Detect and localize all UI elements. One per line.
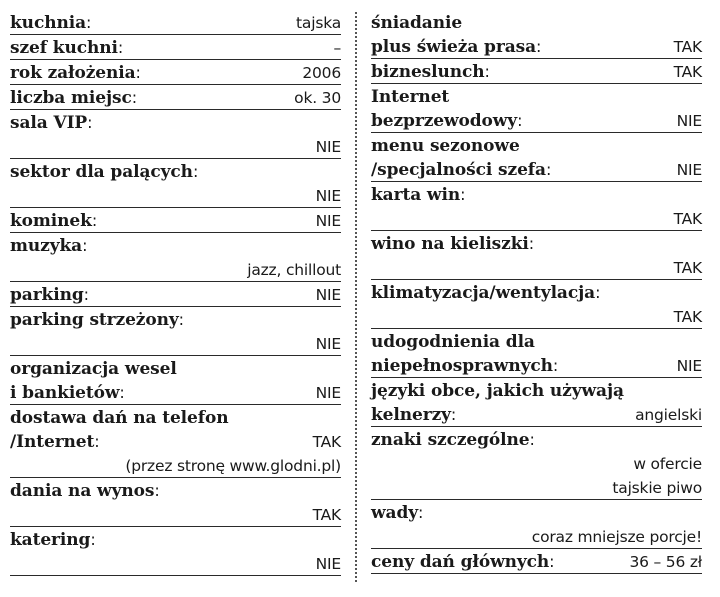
info-row-dostawa-dan-na-telefon <box>10 405 341 478</box>
label-colon: : <box>595 283 601 302</box>
info-line <box>10 10 341 34</box>
field-value: – <box>333 39 341 57</box>
info-line <box>371 402 702 426</box>
field-value: tajska <box>296 14 341 32</box>
field-label <box>371 233 534 255</box>
field-label-text: języki obce, jakich używają <box>371 381 624 401</box>
info-line <box>371 182 702 206</box>
field-label <box>10 235 87 257</box>
field-value: NIE <box>676 112 702 130</box>
field-label-text: i bankietów <box>10 383 120 403</box>
label-colon: : <box>549 552 555 571</box>
info-row-wady <box>371 500 702 549</box>
field-label <box>371 551 554 573</box>
info-line <box>10 331 341 355</box>
field-value: TAK <box>673 210 702 228</box>
field-value: NIE <box>315 187 341 205</box>
field-value: jazz, chillout <box>247 261 341 279</box>
field-label <box>371 61 490 83</box>
field-value: TAK <box>673 259 702 277</box>
label-colon: : <box>135 63 141 82</box>
info-line <box>10 551 341 575</box>
info-line <box>10 85 341 109</box>
info-line <box>10 233 341 257</box>
field-label-text: śniadanie <box>371 13 463 33</box>
info-line <box>10 35 341 59</box>
field-label-text: parking <box>10 285 84 305</box>
info-row-szef-kuchni <box>10 35 341 60</box>
field-value: (przez stronę www.glodni.pl) <box>125 457 341 475</box>
right-column <box>371 10 702 574</box>
info-line <box>371 108 702 132</box>
field-label <box>10 112 92 134</box>
info-line <box>10 356 341 380</box>
info-row-bizneslunch <box>371 59 702 84</box>
field-value: NIE <box>315 138 341 156</box>
field-label <box>10 87 137 109</box>
field-label-text: szef kuchni <box>10 38 118 58</box>
info-row-liczba-miejsc <box>10 85 341 110</box>
field-label-text: liczba miejsc <box>10 88 132 108</box>
field-value: TAK <box>312 506 341 524</box>
field-label <box>371 159 551 181</box>
field-value: NIE <box>315 384 341 402</box>
column-divider <box>355 12 357 582</box>
label-colon: : <box>450 405 457 424</box>
field-label <box>371 502 423 524</box>
field-label <box>371 36 541 58</box>
label-colon: : <box>178 310 184 329</box>
label-colon: : <box>91 211 98 230</box>
field-label <box>371 381 624 402</box>
field-label <box>371 87 449 108</box>
info-line <box>371 353 702 377</box>
field-label-text: dania na wynos <box>10 481 155 501</box>
label-colon: : <box>552 356 559 375</box>
info-line <box>10 257 341 281</box>
field-value: NIE <box>315 335 341 353</box>
field-value: TAK <box>312 433 341 451</box>
info-row-udogodnienia-dla <box>371 329 702 378</box>
info-line <box>371 500 702 524</box>
label-colon: : <box>119 383 125 402</box>
label-colon: : <box>536 37 542 56</box>
info-line <box>371 59 702 83</box>
field-label-text: parking strzeżony <box>10 310 179 330</box>
label-colon: : <box>528 234 535 253</box>
field-label-text: sala VIP <box>10 113 88 133</box>
info-line <box>371 206 702 230</box>
field-value: ok. 30 <box>294 89 341 107</box>
info-row-sniadanie <box>371 10 702 59</box>
info-line <box>10 208 341 232</box>
info-row-znaki-szczegolne <box>371 427 702 500</box>
field-value: 2006 <box>302 64 341 82</box>
info-row-jezyki-obce-jakich-uzywaja <box>371 378 702 427</box>
field-label <box>10 284 89 306</box>
field-label-text: wady <box>371 503 419 523</box>
info-line <box>10 307 341 331</box>
field-label <box>371 13 462 34</box>
info-line <box>10 183 341 207</box>
field-label-text: niepełnosprawnych <box>371 356 553 376</box>
field-label <box>10 12 91 34</box>
field-label-text: bezprzewodowy <box>371 111 518 131</box>
field-label <box>371 282 600 304</box>
field-label <box>10 62 141 84</box>
info-line <box>10 405 341 429</box>
info-row-sektor-dla-palacych <box>10 159 341 208</box>
field-label <box>10 408 228 429</box>
info-row-parking <box>10 282 341 307</box>
field-label <box>371 355 558 377</box>
field-value: NIE <box>315 212 341 230</box>
info-line <box>371 451 702 475</box>
label-colon: : <box>87 113 93 132</box>
field-label <box>10 210 97 232</box>
info-row-sala-vip <box>10 110 341 159</box>
info-line <box>371 10 702 34</box>
field-value: NIE <box>315 555 341 573</box>
info-line <box>371 329 702 353</box>
info-line <box>371 549 702 573</box>
field-value: coraz mniejsze porcje! <box>531 528 702 546</box>
field-label <box>10 359 177 380</box>
label-colon: : <box>82 236 88 255</box>
label-colon: : <box>529 430 535 449</box>
field-label <box>10 480 160 502</box>
field-value: tajskie piwo <box>612 479 702 497</box>
field-label-text: wino na kieliszki <box>371 234 529 254</box>
field-label <box>371 429 535 451</box>
field-value: TAK <box>673 38 702 56</box>
label-colon: : <box>90 530 96 549</box>
label-colon: : <box>94 432 100 451</box>
field-label-text: ceny dań głównych <box>371 552 550 572</box>
field-value: NIE <box>676 161 702 179</box>
label-colon: : <box>484 62 490 81</box>
field-label-text: Internet <box>371 87 450 107</box>
field-label-text: karta win <box>371 185 461 205</box>
field-label <box>10 309 184 331</box>
info-row-kuchnia <box>10 10 341 35</box>
field-label <box>10 382 125 404</box>
info-row-karta-win <box>371 182 702 231</box>
field-label-text: rok założenia <box>10 63 136 83</box>
info-line <box>371 84 702 108</box>
info-line <box>371 378 702 402</box>
info-line <box>371 231 702 255</box>
info-line <box>10 453 341 477</box>
field-label-text: bizneslunch <box>371 62 485 82</box>
field-label-text: organizacja wesel <box>10 359 177 379</box>
field-label-text: /Internet <box>10 432 95 452</box>
info-line <box>10 159 341 183</box>
field-label-text: menu sezonowe <box>371 136 520 156</box>
info-line <box>10 478 341 502</box>
field-label-text: kuchnia <box>10 13 86 33</box>
label-colon: : <box>117 38 124 57</box>
field-label <box>371 332 535 353</box>
info-line <box>10 60 341 84</box>
label-colon: : <box>418 503 424 522</box>
field-label <box>10 529 96 551</box>
field-label-text: katering <box>10 530 91 550</box>
label-colon: : <box>85 13 92 32</box>
info-line <box>371 475 702 499</box>
info-row-kominek <box>10 208 341 233</box>
info-row-muzyka <box>10 233 341 282</box>
field-label-text: sektor dla palących <box>10 162 193 182</box>
label-colon: : <box>545 160 552 179</box>
info-row-parking-strzezony <box>10 307 341 356</box>
info-row-katering <box>10 527 341 576</box>
info-line <box>371 524 702 548</box>
field-value: TAK <box>673 63 702 81</box>
info-line <box>10 134 341 158</box>
info-line <box>371 255 702 279</box>
info-line <box>371 427 702 451</box>
info-row-klimatyzacja-wentylacja <box>371 280 702 329</box>
field-label-text: dostawa dań na telefon <box>10 408 229 428</box>
field-label-text: plus świeża prasa <box>371 37 537 57</box>
field-label-text: /specjalności szefa <box>371 160 546 180</box>
field-value: NIE <box>676 357 702 375</box>
info-row-wino-na-kieliszki <box>371 231 702 280</box>
info-line <box>10 527 341 551</box>
info-line <box>10 502 341 526</box>
info-row-ceny-dan-glownych <box>371 549 702 574</box>
label-colon: : <box>192 162 199 181</box>
info-line <box>10 380 341 404</box>
left-column <box>10 10 341 576</box>
info-line <box>371 304 702 328</box>
info-line <box>371 157 702 181</box>
info-line <box>10 282 341 306</box>
info-line <box>10 429 341 453</box>
field-value: angielski <box>635 406 702 424</box>
label-colon: : <box>83 285 89 304</box>
info-line <box>371 280 702 304</box>
label-colon: : <box>154 481 160 500</box>
field-label <box>10 161 198 183</box>
info-row-dania-na-wynos <box>10 478 341 527</box>
info-line <box>371 34 702 58</box>
info-line <box>371 133 702 157</box>
field-label <box>371 136 520 157</box>
field-label-text: znaki szczególne <box>371 430 530 450</box>
field-label <box>371 184 465 206</box>
label-colon: : <box>131 88 138 107</box>
field-label-text: kominek <box>10 211 92 231</box>
field-value: TAK <box>673 308 702 326</box>
field-value: w ofercie <box>633 455 702 473</box>
label-colon: : <box>517 111 523 130</box>
info-row-organizacja-wesel <box>10 356 341 405</box>
label-colon: : <box>460 185 466 204</box>
field-label-text: klimatyzacja/wentylacja <box>371 283 596 303</box>
field-label-text: udogodnienia dla <box>371 332 535 352</box>
field-label <box>10 37 123 59</box>
info-line <box>10 110 341 134</box>
field-label <box>371 404 456 426</box>
field-value: 36 – 56 zł <box>629 553 702 571</box>
field-label-text: muzyka <box>10 236 83 256</box>
field-value: NIE <box>315 286 341 304</box>
field-label <box>371 110 522 132</box>
info-row-internet <box>371 84 702 133</box>
info-row-menu-sezonowe <box>371 133 702 182</box>
info-row-rok-zalozenia <box>10 60 341 85</box>
field-label-text: kelnerzy <box>371 405 451 425</box>
field-label <box>10 431 100 453</box>
